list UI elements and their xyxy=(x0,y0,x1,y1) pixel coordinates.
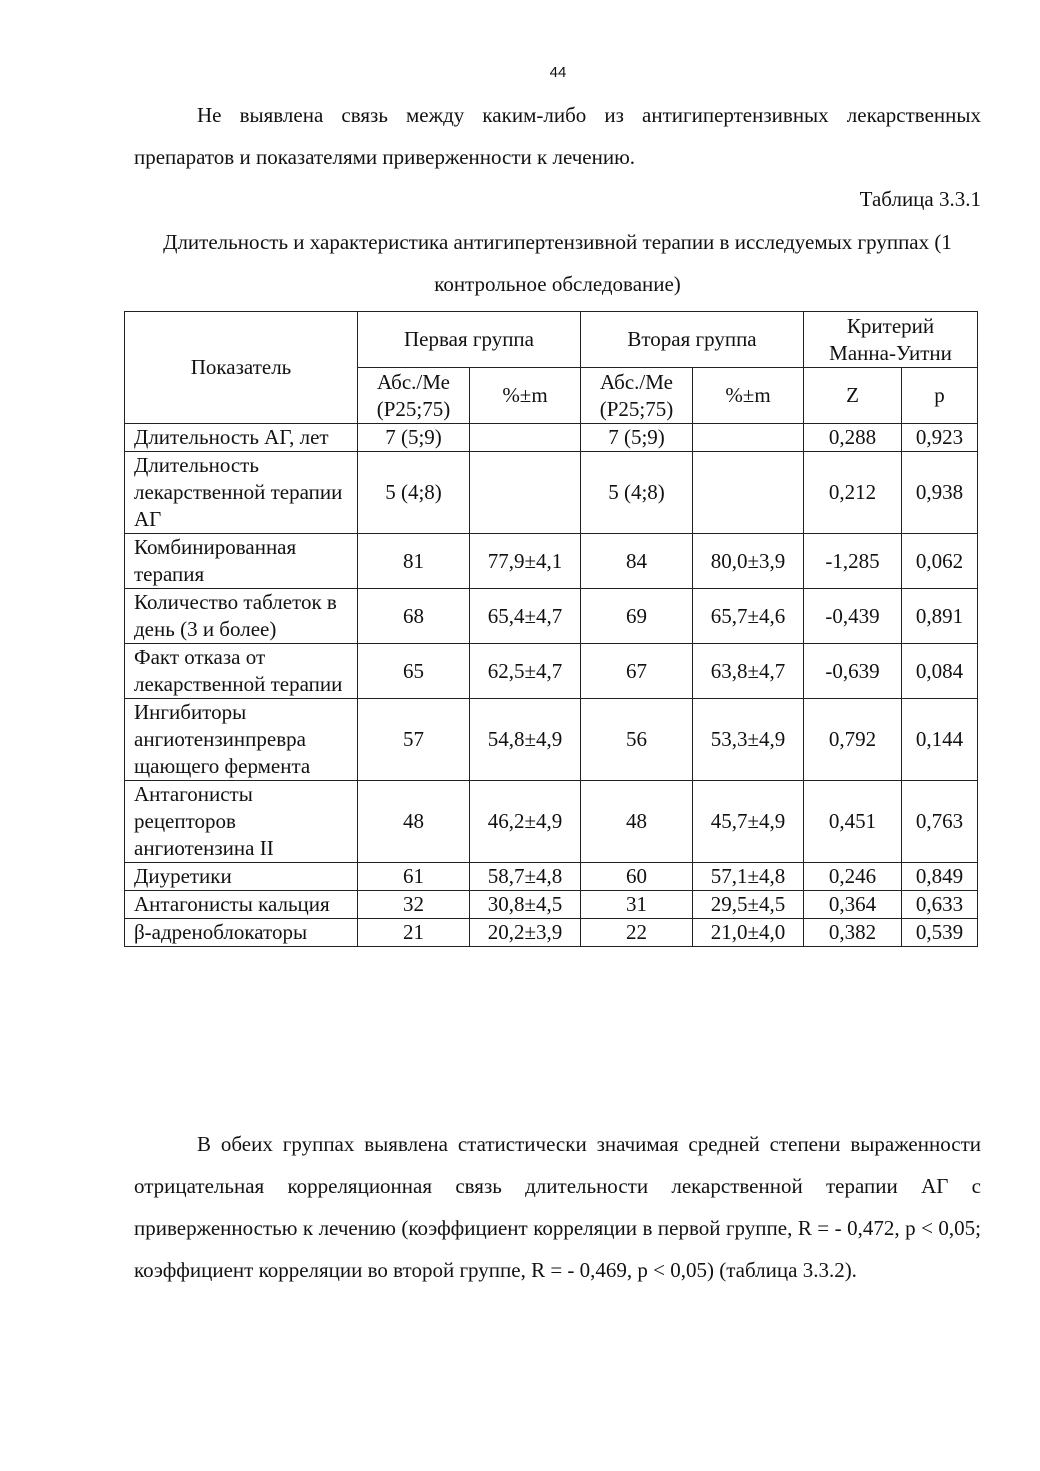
table-row xyxy=(125,589,978,644)
row-name: Антагонисты кальция xyxy=(125,891,358,919)
cell-g1-abs: 5 (4;8) xyxy=(358,452,470,534)
cell-g1-abs: 65 xyxy=(358,644,470,699)
cell-g1-pct: 62,5±4,7 xyxy=(470,644,581,699)
cell-g1-abs: 21 xyxy=(358,919,470,947)
table-row xyxy=(125,534,978,589)
cell-g1-pct xyxy=(470,424,581,452)
cell-g2-pct: 80,0±3,9 xyxy=(693,534,804,589)
cell-p: 0,763 xyxy=(902,781,978,863)
cell-g2-abs: 5 (4;8) xyxy=(581,452,693,534)
table-row xyxy=(125,424,978,452)
cell-g2-abs: 60 xyxy=(581,863,693,891)
cell-g2-pct: 57,1±4,8 xyxy=(693,863,804,891)
cell-p: 0,849 xyxy=(902,863,978,891)
cell-z: 0,364 xyxy=(804,891,902,919)
cell-g1-pct: 65,4±4,7 xyxy=(470,589,581,644)
cell-p: 0,144 xyxy=(902,699,978,781)
cell-p: 0,633 xyxy=(902,891,978,919)
header-g2-abs: Абс./Ме (Р25;75) xyxy=(581,368,693,424)
row-name: Диуретики xyxy=(125,863,358,891)
cell-g2-pct xyxy=(693,424,804,452)
cell-z: 0,288 xyxy=(804,424,902,452)
cell-g2-abs: 22 xyxy=(581,919,693,947)
cell-g1-pct: 77,9±4,1 xyxy=(470,534,581,589)
cell-g1-abs: 7 (5;9) xyxy=(358,424,470,452)
cell-g1-abs: 68 xyxy=(358,589,470,644)
cell-p: 0,062 xyxy=(902,534,978,589)
table-header-row xyxy=(125,312,978,368)
table-row xyxy=(125,699,978,781)
cell-g1-pct: 20,2±3,9 xyxy=(470,919,581,947)
cell-g1-abs: 57 xyxy=(358,699,470,781)
header-g1-pct: %±m xyxy=(470,368,581,424)
cell-z: 0,246 xyxy=(804,863,902,891)
header-p: p xyxy=(902,368,978,424)
cell-g2-abs: 67 xyxy=(581,644,693,699)
table-row xyxy=(125,452,978,534)
cell-g1-pct: 30,8±4,5 xyxy=(470,891,581,919)
cell-z: 0,212 xyxy=(804,452,902,534)
table-row xyxy=(125,919,978,947)
cell-z: 0,382 xyxy=(804,919,902,947)
cell-g1-abs: 81 xyxy=(358,534,470,589)
table-caption: Длительность и характеристика антигипертензивной терапии в исследуемых группах (1 контрольное обследование) xyxy=(163,230,952,296)
row-name: Количество таблеток в день (3 и более) xyxy=(125,589,358,644)
cell-g2-pct: 53,3±4,9 xyxy=(693,699,804,781)
paragraph-bottom: В обеих группах выявлена статистически значимая средней степени выраженности отрицательная корреляционная связь длительности лекарственной терапии АГ с приверженностью к лечению (коэффициент корреляции в первой группе, R = - 0,472, p < 0,05; коэффициент корреляции во второй группе, R = - 0,469, p < 0,05) (таблица 3.3.2). xyxy=(134,1132,981,1282)
cell-g2-pct: 29,5±4,5 xyxy=(693,891,804,919)
header-g2-pct: %±m xyxy=(693,368,804,424)
row-name: β-адреноблокаторы xyxy=(125,919,358,947)
cell-g2-abs: 84 xyxy=(581,534,693,589)
header-group1: Первая группа xyxy=(358,312,581,368)
cell-g1-abs: 61 xyxy=(358,863,470,891)
row-name: Длительность лекарственной терапии АГ xyxy=(125,452,358,534)
cell-g2-pct: 63,8±4,7 xyxy=(693,644,804,699)
cell-z: 0,792 xyxy=(804,699,902,781)
cell-g2-pct xyxy=(693,452,804,534)
cell-g2-pct: 65,7±4,6 xyxy=(693,589,804,644)
row-name: Ингибиторы ангиотензинпревра щающего фермента xyxy=(125,699,358,781)
cell-g2-abs: 31 xyxy=(581,891,693,919)
cell-g2-abs: 56 xyxy=(581,699,693,781)
header-indicator: Показатель xyxy=(125,312,358,424)
cell-g1-pct: 58,7±4,8 xyxy=(470,863,581,891)
row-name: Комбинированная терапия xyxy=(125,534,358,589)
row-name: Антагонисты рецепторов ангиотензина II xyxy=(125,781,358,863)
cell-g2-abs: 48 xyxy=(581,781,693,863)
cell-g2-abs: 69 xyxy=(581,589,693,644)
row-name: Факт отказа от лекарственной терапии xyxy=(125,644,358,699)
cell-z: -0,639 xyxy=(804,644,902,699)
cell-g2-pct: 21,0±4,0 xyxy=(693,919,804,947)
header-g1-abs: Абс./Ме (Р25;75) xyxy=(358,368,470,424)
header-criterion: Критерий Манна-Уитни xyxy=(804,312,978,368)
cell-g2-pct: 45,7±4,9 xyxy=(693,781,804,863)
table-label: Таблица 3.3.1 xyxy=(859,187,981,211)
cell-p: 0,539 xyxy=(902,919,978,947)
data-table xyxy=(124,311,978,947)
cell-p: 0,938 xyxy=(902,452,978,534)
cell-g2-abs: 7 (5;9) xyxy=(581,424,693,452)
cell-g1-pct: 46,2±4,9 xyxy=(470,781,581,863)
header-z: Z xyxy=(804,368,902,424)
header-group2: Вторая группа xyxy=(581,312,804,368)
cell-g1-pct xyxy=(470,452,581,534)
cell-p: 0,923 xyxy=(902,424,978,452)
cell-g1-pct: 54,8±4,9 xyxy=(470,699,581,781)
cell-z: -0,439 xyxy=(804,589,902,644)
paragraph-top: Не выявлена связь между каким-либо из антигипертензивных лекарственных препаратов и показателями приверженности к лечению. xyxy=(134,103,981,169)
table-row xyxy=(125,863,978,891)
cell-p: 0,891 xyxy=(902,589,978,644)
row-name: Длительность АГ, лет xyxy=(125,424,358,452)
table-row xyxy=(125,891,978,919)
cell-z: 0,451 xyxy=(804,781,902,863)
cell-g1-abs: 48 xyxy=(358,781,470,863)
table-row xyxy=(125,781,978,863)
page-number: 44 xyxy=(549,64,567,81)
cell-g1-abs: 32 xyxy=(358,891,470,919)
table-row xyxy=(125,644,978,699)
cell-z: -1,285 xyxy=(804,534,902,589)
cell-p: 0,084 xyxy=(902,644,978,699)
